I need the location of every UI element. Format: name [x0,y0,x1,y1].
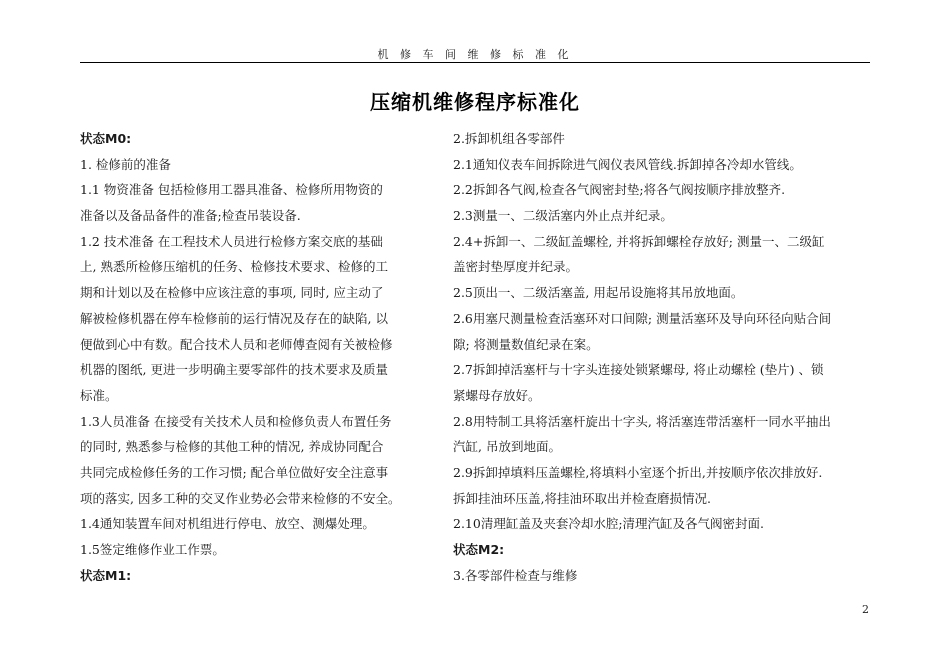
text-line: 紧螺母存放好。 [453,387,541,403]
text-line: 盖密封垫厚度并纪录。 [453,259,579,275]
text-line: 上, 熟悉所检修压缩机的任务、检修技术要求、检修的工 [80,259,388,275]
text-line: 2.4+拆卸一、二级缸盖螺栓, 并将拆卸螺栓存放好; 测量一、二级缸 [453,233,825,249]
text-line: 2.10清理缸盖及夹套冷却水腔;清理汽缸及各气阀密封面. [453,516,765,532]
state-heading: 状态M1: [80,567,132,583]
text-line: 2.2拆卸各气阀,检查各气阀密封垫;将各气阀按顺序排放整齐. [453,182,786,198]
text-line: 汽缸, 吊放到地面。 [453,439,561,455]
text-line: 项的落实, 因多工种的交叉作业势必会带来检修的不安全。 [80,490,401,506]
text-line: 2.5顶出一、二级活塞盖, 用起吊设施将其吊放地面。 [453,285,744,301]
text-line: 1.4通知装置车间对机组进行停电、放空、测爆处理。 [80,516,375,532]
text-line: 解被检修机器在停车检修前的运行情况及存在的缺陷, 以 [80,310,388,326]
text-line: 1.3人员准备 在接受有关技术人员和检修负责人布置任务 [80,413,392,429]
text-line: 2.拆卸机组各零部件 [453,131,565,146]
text-line: 2.1通知仪表车间拆除进气阀仪表风管线.拆卸掉各冷却水管线。 [453,156,802,172]
text-line: 共同完成检修任务的工作习惯; 配合单位做好安全注意事 [80,464,389,480]
text-line: 3.各零部件检查与维修 [453,567,578,583]
state-heading: 状态M0: [80,131,132,146]
running-header: 机 修 车 间 维 修 标 准 化 [377,48,573,61]
text-line: 标准。 [80,387,118,403]
text-line: 便做到心中有数。配合技术人员和老师傅查阅有关被检修 [80,336,393,352]
header-rule [80,62,870,63]
text-line: 的同时, 熟悉参与检修的其他工种的情况, 养成协同配合 [80,439,384,455]
document-title: 压缩机维修程序标准化 [370,90,580,114]
page-number: 2 [862,603,869,616]
text-line: 期和计划以及在检修中应该注意的事项, 同时, 应主动了 [80,285,384,301]
text-line: 1.2 技术准备 在工程技术人员进行检修方案交底的基础 [80,233,383,249]
left-column [80,126,428,588]
text-line: 2.9拆卸掉填料压盖螺栓,将填料小室逐个折出,并按顺序依次排放好. [453,464,823,480]
text-line: 1.5签定维修作业工作票。 [80,542,225,557]
text-line: 机器的图纸, 更进一步明确主要零部件的技术要求及质量 [80,362,388,378]
text-line: 隙; 将测量数值纪录在案。 [453,336,599,352]
state-heading: 状态M2: [453,542,505,557]
text-line: 2.6用塞尺测量检查活塞环对口间隙; 测量活塞环及导向环径向贴合间 [453,310,832,326]
text-line: 1.1 物资准备 包括检修用工器具准备、检修所用物资的 [80,182,383,198]
text-line: 2.8用特制工具将活塞杆旋出十字头, 将活塞连带活塞杆一同水平抽出 [453,413,831,429]
text-line: 1. 检修前的准备 [80,156,171,172]
right-column [453,126,871,588]
text-line: 拆卸挂油环压盖,将挂油环取出并检查磨损情况. [453,490,711,506]
text-line: 2.7拆卸掉活塞杆与十字头连接处锁紧螺母, 将止动螺栓 (垫片) 、锁 [453,362,824,378]
text-line: 准备以及备品备件的准备;检查吊装设备. [80,208,301,224]
text-line: 2.3测量一、二级活塞内外止点并纪录。 [453,208,673,224]
